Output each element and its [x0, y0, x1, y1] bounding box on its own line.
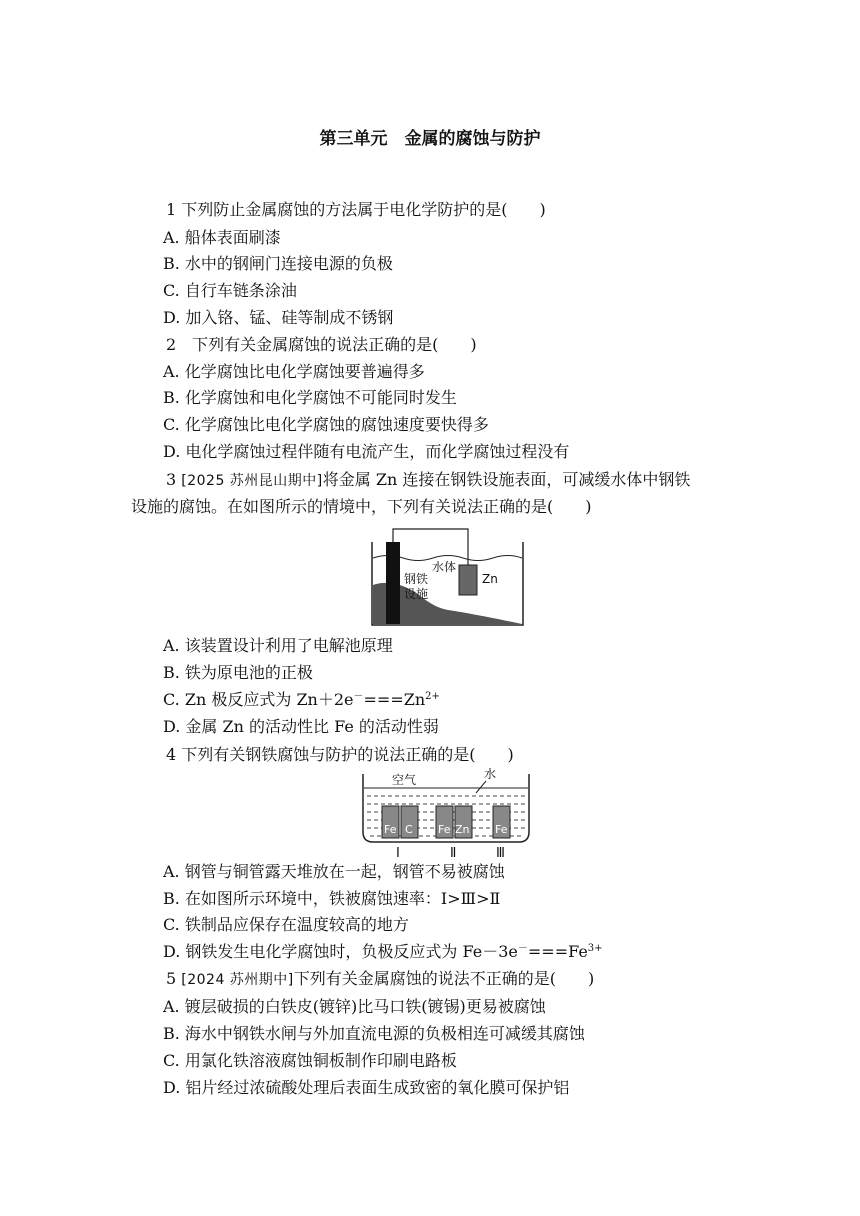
- q5-option-d: D. 铝片经过浓硫酸处理后表面生成致密的氧化膜可保护铝: [163, 1078, 570, 1097]
- svg-text:Fe: Fe: [495, 823, 508, 836]
- zn-block: [459, 565, 477, 595]
- label-air: 空气: [392, 773, 417, 787]
- q3-source: [2025 苏州昆山期中]: [181, 473, 323, 489]
- label-zn: Zn: [482, 572, 498, 586]
- svg-text:Fe: Fe: [384, 823, 397, 836]
- q3-option-a: A. 该装置设计利用了电解池原理: [163, 636, 393, 655]
- q4-figure: [358, 766, 534, 862]
- label-cell-3: Ⅲ: [496, 846, 505, 861]
- q5-option-a: A. 镀层破损的白铁皮(镀锌)比马口铁(镀锡)更易被腐蚀: [163, 997, 546, 1016]
- q5-stem-text: 下列有关金属腐蚀的说法不正确的是( ): [293, 969, 595, 988]
- steel-facility: [386, 542, 400, 624]
- label-steel-2: 设施: [404, 587, 429, 601]
- q1-option-b: B. 水中的钢闸门连接电源的负极: [163, 254, 393, 273]
- q5-source: [2024 苏州期中]: [181, 972, 294, 988]
- q4-option-c: C. 铁制品应保存在温度较高的地方: [163, 915, 409, 934]
- q1-stem: 1 下列防止金属腐蚀的方法属于电化学防护的是( ): [166, 200, 546, 219]
- q4-option-d: D. 钢铁发生电化学腐蚀时，负极反应式为 $Fe-3e^-===Fe^{3+}$: [163, 942, 603, 961]
- q5-number: 5: [166, 969, 182, 988]
- q3-stem-line2: 设施的腐蚀。在如图所示的情境中，下列有关说法正确的是( ): [131, 497, 592, 516]
- label-water: 水: [484, 767, 497, 781]
- q2-stem: 2 下列有关金属腐蚀的说法正确的是( ): [166, 335, 477, 354]
- q2-option-d: D. 电化学腐蚀过程伴随有电流产生，而化学腐蚀过程没有: [163, 442, 570, 461]
- q3-figure: [358, 522, 528, 630]
- q1-option-c: C. 自行车链条涂油: [163, 281, 297, 300]
- q5-option-c: C. 用氯化铁溶液腐蚀铜板制作印刷电路板: [163, 1051, 457, 1070]
- q3-stem-text: 将金属 Zn 连接在钢铁设施表面，可减缓水体中钢铁: [322, 470, 691, 489]
- label-cell-1: Ⅰ: [396, 846, 400, 861]
- q1-option-a: A. 船体表面刷漆: [163, 228, 281, 247]
- q2-option-b: B. 化学腐蚀和电化学腐蚀不可能同时发生: [163, 388, 457, 407]
- q3-option-d: D. 金属 Zn 的活动性比 Fe 的活动性弱: [163, 717, 439, 736]
- svg-text:C: C: [405, 823, 413, 836]
- q5-option-b: B. 海水中钢铁水闸与外加直流电源的负极相连可减缓其腐蚀: [163, 1024, 585, 1043]
- svg-text:Zn: Zn: [455, 823, 470, 836]
- q4-option-a: A. 钢管与铜管露天堆放在一起，钢管不易被腐蚀: [163, 862, 505, 881]
- label-water: 水体: [432, 560, 457, 574]
- q2-option-c: C. 化学腐蚀比电化学腐蚀的腐蚀速度要快得多: [163, 415, 489, 434]
- q3-stem-line1: [166, 469, 690, 492]
- q4-option-b: B. 在如图所示环境中，铁被腐蚀速率：Ⅰ>Ⅲ>Ⅱ: [163, 889, 501, 908]
- q4-stem: 4 下列有关钢铁腐蚀与防护的说法正确的是( ): [166, 745, 514, 764]
- label-cell-2: Ⅱ: [450, 846, 457, 861]
- q3-number: 3: [166, 470, 182, 489]
- q2-option-a: A. 化学腐蚀比电化学腐蚀要普遍得多: [163, 362, 425, 381]
- q3-option-c: C. Zn 极反应式为 $Zn+2e^-===Zn^{2+}$: [163, 690, 440, 709]
- q1-option-d: D. 加入铬、锰、硅等制成不锈钢: [163, 308, 394, 327]
- svg-text:Fe: Fe: [438, 823, 451, 836]
- q3-option-b: B. 铁为原电池的正极: [163, 663, 313, 682]
- label-steel-1: 钢铁: [404, 572, 429, 586]
- q5-stem: [166, 968, 594, 991]
- page-title: 第三单元 金属的腐蚀与防护: [319, 129, 541, 149]
